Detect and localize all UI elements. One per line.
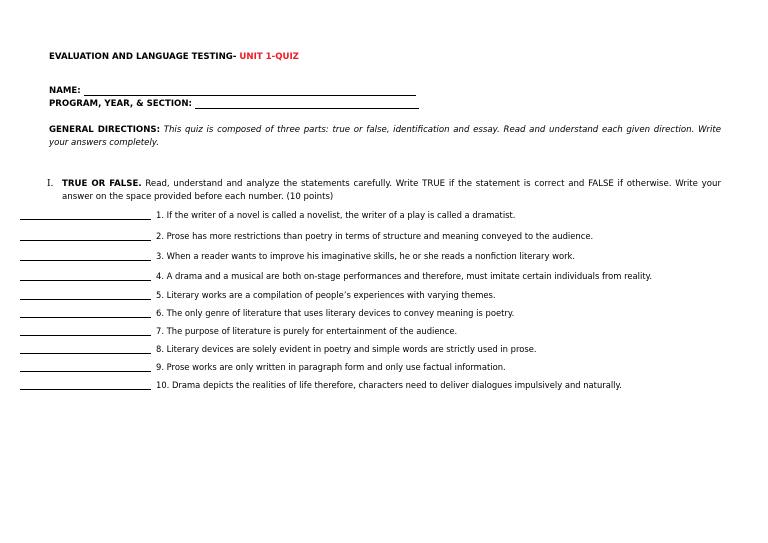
program-answer-line[interactable] [195, 99, 419, 109]
answer-blank[interactable] [20, 271, 151, 281]
item-text: 2. Prose has more restrictions than poetry in terms of structure and meaning conveyed to the audience. [156, 231, 594, 241]
program-label: PROGRAM, YEAR, & SECTION: [49, 99, 192, 109]
section-true-or-false [47, 178, 721, 203]
item-text: 3. When a reader wants to improve his imaginative skills, he or she reads a nonfiction literary work. [156, 251, 576, 261]
title-prefix: EVALUATION AND LANGUAGE TESTING- [49, 52, 240, 62]
answer-blank[interactable] [20, 231, 151, 241]
quiz-item [20, 271, 652, 281]
quiz-item [20, 231, 593, 241]
item-text: 1. If the writer of a novel is called a novelist, the writer of a play is called a dramatist. [156, 210, 516, 220]
general-directions [49, 124, 721, 149]
program-field [49, 99, 419, 109]
title-accent: UNIT 1-QUIZ [239, 52, 299, 62]
section-body [62, 178, 721, 203]
directions-label: GENERAL DIRECTIONS: [49, 125, 161, 135]
quiz-item [20, 251, 575, 261]
directions-text: This quiz is composed of three parts: true or false, identification and essay. Read and understand each given direction. Write your answers completely. [49, 125, 721, 148]
item-text: 5. Literary works are a compilation of people’s experiences with varying themes. [156, 290, 496, 300]
name-field [49, 86, 416, 96]
item-text: 9. Prose works are only written in paragraph form and only use factual information. [156, 362, 506, 372]
section-label: TRUE OR FALSE. [62, 179, 142, 189]
answer-blank[interactable] [20, 308, 151, 318]
item-text: 8. Literary devices are solely evident in poetry and simple words are strictly used in prose. [156, 344, 537, 354]
quiz-item [20, 362, 506, 372]
answer-blank[interactable] [20, 362, 151, 372]
answer-blank[interactable] [20, 380, 151, 390]
section-instructions: Read, understand and analyze the statements carefully. Write TRUE if the statement is correct and FALSE if otherwise. Write your answer on the space provided before each number. (10 points) [62, 179, 722, 202]
name-answer-line[interactable] [84, 86, 416, 96]
quiz-item [20, 210, 515, 220]
quiz-item [20, 290, 496, 300]
item-text: 6. The only genre of literature that uses literary devices to convey meaning is poetry. [156, 308, 515, 318]
answer-blank[interactable] [20, 326, 151, 336]
section-numeral: I. [47, 179, 54, 189]
quiz-item [20, 308, 514, 318]
document-title [49, 52, 299, 62]
item-text: 7. The purpose of literature is purely for entertainment of the audience. [156, 326, 458, 336]
name-label: NAME: [49, 86, 81, 96]
item-text: 4. A drama and a musical are both on-stage performances and therefore, must imitate certain individuals from reality. [156, 271, 653, 281]
answer-blank[interactable] [20, 210, 151, 220]
answer-blank[interactable] [20, 290, 151, 300]
quiz-item [20, 380, 622, 390]
answer-blank[interactable] [20, 251, 151, 261]
quiz-item [20, 326, 457, 336]
item-text: 10. Drama depicts the realities of life therefore, characters need to deliver dialogues impulsively and naturally. [156, 380, 622, 390]
answer-blank[interactable] [20, 344, 151, 354]
quiz-item [20, 344, 537, 354]
